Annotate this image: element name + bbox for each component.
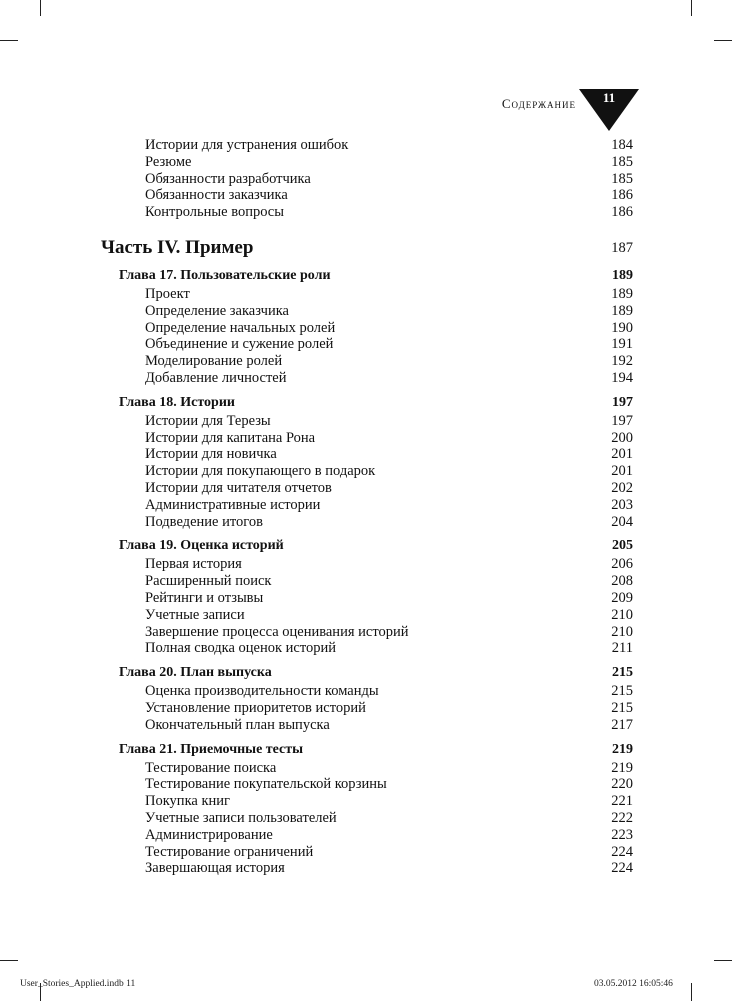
toc-page: 215: [612, 665, 633, 681]
toc-title: Завершение процесса оценивания историй: [145, 623, 409, 640]
toc-title: Глава 21. Приемочные тесты: [119, 741, 304, 757]
toc-page: 185: [611, 170, 633, 187]
toc-entry: [145, 204, 633, 221]
toc-entry: [145, 810, 633, 827]
toc-page: 223: [611, 826, 633, 843]
toc-entry: [145, 776, 633, 793]
toc-entry: [145, 793, 633, 810]
toc-title: Окончательный план выпуска: [145, 716, 330, 733]
toc-title: Истории для новичка: [145, 446, 277, 463]
footer-timestamp: 03.05.2012 16:05:46: [594, 979, 673, 989]
toc-page: 186: [611, 187, 633, 204]
toc-page: 208: [611, 573, 633, 590]
toc-entry: [145, 154, 633, 171]
toc-entry: [145, 640, 633, 657]
running-head: Содержание: [501, 96, 576, 111]
toc-chapter: [119, 394, 633, 411]
toc-page: 197: [611, 412, 633, 429]
toc-page: 201: [611, 463, 633, 480]
toc-chapter: [119, 537, 633, 554]
crop-mark-top-left: [40, 0, 41, 16]
toc-entry: [145, 844, 633, 861]
toc-chapter: [119, 664, 633, 681]
toc-entry: [145, 860, 633, 877]
toc-page: 184: [611, 137, 633, 153]
toc-entry: [145, 286, 633, 303]
toc-page: 204: [611, 513, 633, 530]
toc-entry: [145, 717, 633, 734]
toc-entry: [145, 624, 633, 641]
toc-page: 211: [611, 640, 633, 657]
page-number: 11: [602, 90, 616, 105]
toc-entry: [145, 320, 633, 337]
toc-page: 203: [611, 496, 633, 513]
toc-title: Установление приоритетов историй: [145, 700, 366, 716]
toc-page: 189: [611, 286, 633, 302]
toc-page: 219: [611, 759, 633, 776]
toc-page: 189: [611, 302, 633, 319]
toc-page: 209: [611, 590, 633, 606]
toc-entry: [145, 480, 633, 497]
toc-page: 210: [611, 623, 633, 640]
toc-chapter: [119, 267, 633, 284]
toc-page: 206: [611, 556, 633, 573]
toc-page: 194: [611, 370, 633, 386]
toc-title: Первая история: [145, 556, 242, 573]
crop-mark-top-right: [691, 0, 692, 16]
toc-page: 190: [611, 319, 633, 336]
toc-title: Истории для читателя отчетов: [145, 480, 332, 496]
toc-title: Администрирование: [145, 826, 273, 843]
toc-entry: [145, 607, 633, 624]
toc-entry: [145, 573, 633, 590]
toc-page: 224: [611, 860, 633, 877]
toc-entry: [145, 353, 633, 370]
toc-page: 197: [612, 394, 633, 410]
toc-entry: [145, 514, 633, 531]
toc-entry: [145, 827, 633, 844]
toc-page: 221: [611, 793, 633, 810]
toc-page: 210: [611, 606, 633, 623]
toc-title: Глава 18. Истории: [119, 394, 235, 410]
toc-page: 217: [611, 716, 633, 733]
crop-mark-bottom-right: [691, 983, 692, 1001]
toc-page: 215: [611, 683, 633, 700]
crop-mark-right-bottom: [714, 960, 732, 961]
toc-page: 215: [611, 700, 633, 716]
toc-title: Истории для покупающего в подарок: [145, 463, 376, 480]
toc-page: 220: [611, 776, 633, 793]
toc-title: Моделирование ролей: [145, 353, 283, 370]
footer-file-info: User_Stories_Applied.indb 11: [20, 979, 136, 989]
toc-entry: [145, 497, 633, 514]
toc-title: Тестирование поиска: [145, 759, 277, 776]
toc-title: Истории для капитана Рона: [145, 429, 316, 446]
toc-entry: [145, 137, 633, 154]
toc-title: Определение заказчика: [145, 302, 289, 319]
toc-entry: [145, 370, 633, 387]
crop-mark-left-bottom: [0, 960, 18, 961]
toc-title: Резюме: [145, 153, 192, 170]
toc-entry: [145, 336, 633, 353]
toc-title: Покупка книг: [145, 793, 230, 810]
toc-entry: [145, 590, 633, 607]
toc-entry: [145, 463, 633, 480]
toc-page: 222: [611, 810, 633, 826]
toc-page: 185: [611, 153, 633, 170]
toc-title: Объединение и сужение ролей: [145, 336, 334, 353]
toc-entry: [145, 187, 633, 204]
toc-title: Административные истории: [145, 496, 321, 513]
toc-page: 201: [611, 446, 633, 463]
toc-title: Расширенный поиск: [145, 573, 272, 590]
toc-title: Глава 17. Пользовательские роли: [119, 268, 331, 283]
toc-title: Обязанности заказчика: [145, 187, 288, 204]
toc-title: Завершающая история: [145, 860, 285, 877]
toc-title: Истории для Терезы: [145, 412, 271, 429]
toc-entry: [145, 446, 633, 463]
toc-title: Контрольные вопросы: [145, 204, 284, 221]
toc-page: 191: [611, 336, 633, 353]
toc-title: Учетные записи пользователей: [145, 810, 337, 826]
toc-page: 205: [612, 538, 633, 554]
toc-page: 219: [612, 741, 633, 757]
toc-title: Проект: [145, 286, 190, 302]
toc-title: Оценка производительности команды: [145, 683, 379, 700]
toc-entry: [145, 430, 633, 447]
toc-entry: [145, 171, 633, 188]
toc-title: Тестирование ограничений: [145, 843, 314, 860]
crop-mark-left-top: [0, 40, 18, 41]
toc-title: Глава 20. План выпуска: [119, 665, 272, 681]
toc-page: 187: [611, 240, 633, 256]
toc-page: 200: [611, 429, 633, 446]
toc-title: Определение начальных ролей: [145, 319, 336, 336]
toc-page: 202: [611, 480, 633, 496]
toc-page: 192: [611, 353, 633, 370]
toc-title: Глава 19. Оценка историй: [119, 538, 284, 554]
toc-entry: [145, 556, 633, 573]
toc-title: Добавление личностей: [145, 370, 287, 386]
toc-entry: [145, 700, 633, 717]
toc-page: 224: [611, 843, 633, 860]
toc-entry: [145, 413, 633, 430]
toc-title: Рейтинги и отзывы: [145, 590, 264, 606]
toc-entry: [145, 760, 633, 777]
toc-page: 186: [611, 204, 633, 221]
toc-entry: [145, 303, 633, 320]
toc-title: Обязанности разработчика: [145, 170, 311, 187]
crop-mark-right-top: [714, 40, 732, 41]
toc-entry: [145, 683, 633, 700]
toc-title: Учетные записи: [145, 606, 245, 623]
toc-title: Истории для устранения ошибок: [145, 137, 349, 153]
toc-page: 189: [612, 268, 633, 283]
toc-title: Полная сводка оценок историй: [145, 640, 337, 657]
toc-part: [101, 237, 633, 259]
toc-chapter: [119, 741, 633, 758]
toc-title: Подведение итогов: [145, 513, 263, 530]
toc-title: Часть IV. Пример: [101, 237, 254, 258]
toc-title: Тестирование покупательской корзины: [145, 776, 387, 793]
